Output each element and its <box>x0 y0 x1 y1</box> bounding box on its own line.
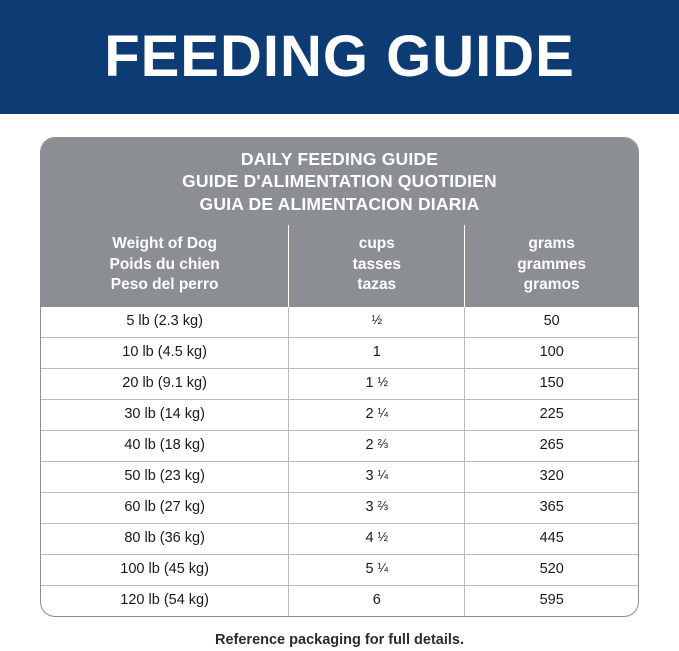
table-row <box>41 307 638 338</box>
table-row <box>41 368 638 399</box>
cell-weight: 5 lb (2.3 kg) <box>126 312 203 329</box>
cell-cups: 6 <box>289 585 465 616</box>
table-title-en: DAILY FEEDING GUIDE <box>240 149 439 169</box>
cell-cups: 2 ¼ <box>289 399 465 430</box>
table-row <box>41 492 638 523</box>
cell-cups: 5 ¼ <box>289 554 465 585</box>
cell-weight: 60 lb (27 kg) <box>41 492 289 523</box>
cell-grams: 50 <box>465 307 638 338</box>
table-row <box>41 554 638 585</box>
table-body <box>41 307 638 616</box>
cell-grams: 365 <box>465 492 638 523</box>
column-header-weight-fr: Poids du chien <box>109 255 220 273</box>
table-title-block <box>41 138 638 225</box>
table-row <box>41 585 638 616</box>
cell-grams: 320 <box>465 461 638 492</box>
column-header-grams-es: gramos <box>523 276 580 294</box>
page-banner <box>0 0 679 114</box>
cell-weight: 50 lb (23 kg) <box>41 461 289 492</box>
column-header-weight-es: Peso del perro <box>110 276 219 294</box>
cell-grams: 520 <box>465 554 638 585</box>
column-header-grams-fr: grammes <box>517 255 587 273</box>
cell-grams: 265 <box>465 430 638 461</box>
cell-weight: 100 lb (45 kg) <box>41 554 289 585</box>
column-header-grams-en: grams <box>528 235 575 253</box>
table-row <box>41 461 638 492</box>
cell-grams: 225 <box>465 399 638 430</box>
column-header-grams <box>465 225 638 306</box>
column-header-cups-fr: tasses <box>352 255 401 273</box>
table-head <box>41 225 638 306</box>
cell-weight: 80 lb (36 kg) <box>41 523 289 554</box>
table-header-row <box>41 225 638 306</box>
table-row <box>41 337 638 368</box>
table-title-fr: GUIDE D'ALIMENTATION QUOTIDIEN <box>182 171 497 192</box>
cell-weight: 20 lb (9.1 kg) <box>41 368 289 399</box>
cell-cups: ½ <box>289 307 465 338</box>
feeding-guide-table <box>41 225 638 615</box>
table-row <box>41 523 638 554</box>
cell-cups: 1 ½ <box>289 368 465 399</box>
cell-grams: 595 <box>465 585 638 616</box>
table-row <box>41 430 638 461</box>
cell-weight: 40 lb (18 kg) <box>41 430 289 461</box>
footnote: Reference packaging for full details. <box>215 631 464 648</box>
column-header-cups-en: cups <box>358 235 395 253</box>
cell-cups: 4 ½ <box>289 523 465 554</box>
table-row <box>41 399 638 430</box>
cell-cups: 3 ¼ <box>289 461 465 492</box>
cell-grams: 100 <box>465 337 638 368</box>
cell-cups: 1 <box>289 337 465 368</box>
cell-weight: 30 lb (14 kg) <box>41 399 289 430</box>
page-title: FEEDING GUIDE <box>104 24 575 89</box>
column-header-cups-es: tazas <box>357 276 397 294</box>
cell-cups: 2 ⅔ <box>289 430 465 461</box>
cell-weight: 120 lb (54 kg) <box>41 585 289 616</box>
cell-weight: 10 lb (4.5 kg) <box>41 337 289 368</box>
cell-cups: 3 ⅔ <box>289 492 465 523</box>
table-title-es: GUIA DE ALIMENTACION DIARIA <box>199 193 480 214</box>
cell-grams: 445 <box>465 523 638 554</box>
column-header-weight <box>41 225 289 306</box>
cell-grams: 150 <box>465 368 638 399</box>
column-header-cups <box>289 225 465 306</box>
column-header-weight-en: Weight of Dog <box>112 235 217 253</box>
feeding-guide-table-card <box>41 138 638 616</box>
